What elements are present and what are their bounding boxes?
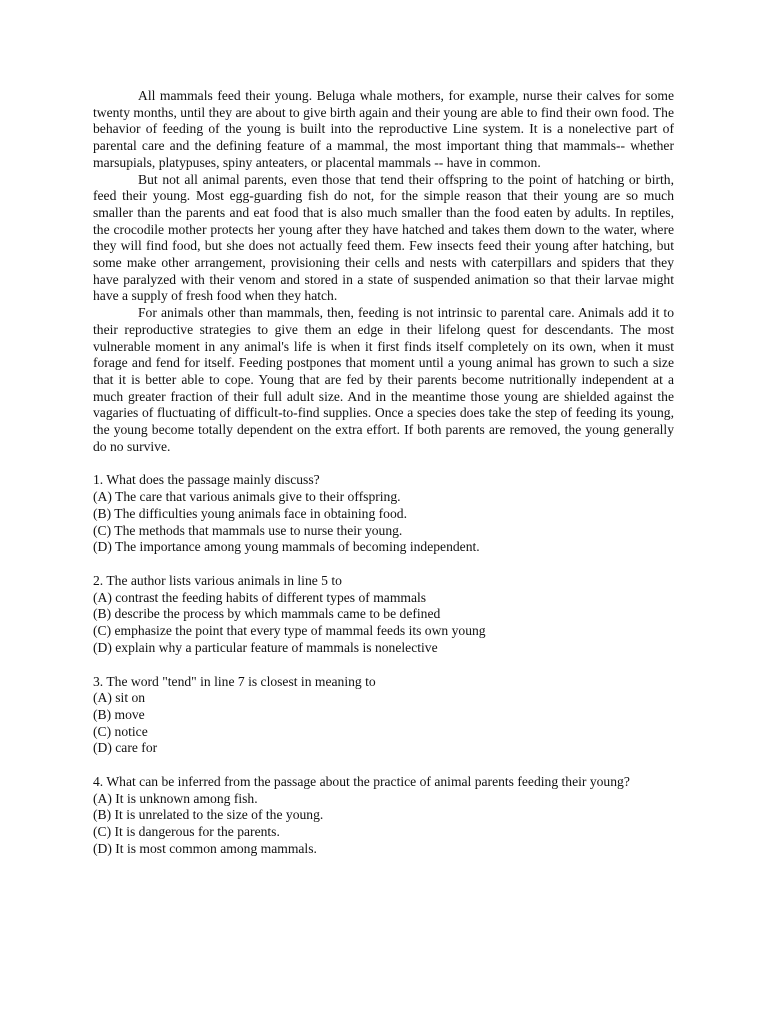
question-1: [93, 472, 674, 556]
answer-option-a: (A) contrast the feeding habits of different types of mammals: [93, 589, 427, 605]
answer-option-b: (B) describe the process by which mammals came to be defined: [93, 606, 441, 622]
question-stem: 1. What does the passage mainly discuss?: [93, 472, 320, 488]
reading-passage: [93, 88, 674, 455]
passage-paragraph: But not all animal parents, even those that tend their offspring to the point of hatching or birth, feed their young. Most egg-guarding fish do not, for the simple reason that their young are so much smaller than the parents and eat food that is also much smaller than the food eaten by adults. In reptiles, the crocodile mother protects her young after they have hatched and takes them down to the water, where they will find food, but she does not actually feed them. Few insects feed their young after hatching, but some make other arrangement, provisioning their cells and nests with caterpillars and spiders that they have paralyzed with their venom and stored in a state of suspended animation so that their larvae might have a supply of fresh food when they hatch.: [93, 171, 674, 304]
passage-paragraph: For animals other than mammals, then, feeding is not intrinsic to parental care. Animals add it to their reproductive strategies to give them an edge in their lifelong quest for descendants. The most vulnerable moment in any animal's life is when it first finds itself completely on its own, when it must forage and fend for itself. Feeding postpones that moment until a young animal has grown to such a size that it is better able to cope. Young that are fed by their parents become nutritionally independent at a much greater fraction of their full adult size. And in the meantime those young are shielded against the vagaries of fluctuating of difficult-to-find supplies. Once a species does take the step of feeding its young, the young become totally dependent on the extra effort. If both parents are removed, the young generally do no survive.: [93, 305, 674, 454]
answer-option-c: (C) The methods that mammals use to nurse their young.: [93, 522, 403, 538]
passage-paragraph: All mammals feed their young. Beluga whale mothers, for example, nurse their calves for some twenty months, until they are about to give birth again and their young are able to find their own food. The behavior of feeding of the young is built into the reproductive Line system. It is a nonelective part of parental care and the defining feature of a mammal, the most important thing that mammals-- whether marsupials, platypuses, spiny anteaters, or placental mammals -- have in common.: [93, 88, 674, 170]
question-2: [93, 573, 674, 657]
question-3: [93, 674, 674, 758]
answer-option-d: (D) explain why a particular feature of mammals is nonelective: [93, 639, 438, 655]
question-stem: 4. What can be inferred from the passage about the practice of animal parents feeding their young?: [93, 774, 630, 790]
answer-option-b: (B) The difficulties young animals face in obtaining food.: [93, 505, 407, 521]
answer-option-d: (D) It is most common among mammals.: [93, 840, 317, 856]
answer-option-b: (B) move: [93, 706, 145, 722]
answer-option-a: (A) It is unknown among fish.: [93, 790, 258, 806]
question-stem: 2. The author lists various animals in line 5 to: [93, 572, 342, 588]
question-list: [93, 472, 674, 857]
answer-option-c: (C) It is dangerous for the parents.: [93, 824, 280, 840]
answer-option-d: (D) care for: [93, 740, 158, 756]
answer-option-c: (C) notice: [93, 723, 148, 739]
document-page: [93, 88, 674, 875]
answer-option-c: (C) emphasize the point that every type of mammal feeds its own young: [93, 623, 486, 639]
answer-option-d: (D) The importance among young mammals of becoming independent.: [93, 539, 480, 555]
question-4: [93, 774, 674, 858]
answer-option-a: (A) The care that various animals give to their offspring.: [93, 489, 401, 505]
question-stem: 3. The word "tend" in line 7 is closest in meaning to: [93, 673, 376, 689]
answer-option-a: (A) sit on: [93, 690, 146, 706]
answer-option-b: (B) It is unrelated to the size of the young.: [93, 807, 324, 823]
